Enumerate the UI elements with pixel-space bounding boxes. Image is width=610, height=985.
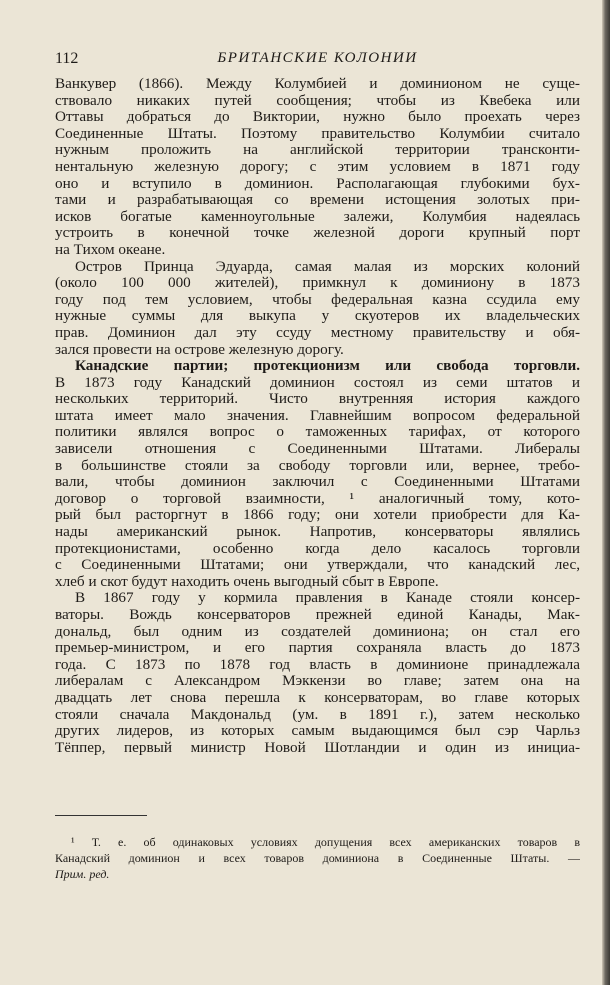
text-line: вали, чтобы доминион заключил с Соединенными Штатами [55,474,580,491]
text-line: договор о торговой взаимности, ¹ аналогичный тому, кото- [55,490,580,507]
text-line: на Тихом океане. [55,241,166,258]
text-line: В 1873 году Канадский доминион состоял из семи штатов и [55,374,580,391]
text-line: прав. Доминион дал эту ссуду местному правительству и обя- [55,324,580,341]
text-line: рый был расторгнут в 1866 году; они хотели приобрести для Ка- [55,507,580,524]
text-line: ствовало никаких путей сообщения; чтобы из Квебека или [55,92,580,109]
text-line: премьер-министром, и его партия сохраняла власть до 1873 [55,640,580,657]
text-line: политики являлся вопрос о таможенных тарифах, от которого [55,424,580,441]
text-line: Соединенные Штаты. Поэтому правительство Колумбии считало [55,125,580,142]
text-line: ваторы. Вождь консерваторов прежней единой Канады, Мак- [55,607,580,623]
text-line: стояли сначала Макдональд (ум. в 1891 г.), затем несколько [55,706,580,723]
text-line: с Соединенными Штатами; они утверждали, что канадский лес, [55,557,580,574]
running-head [55,50,580,70]
footnote-line: ¹ Т. е. об одинаковых условиях допущения всех американских товаров в [71,835,580,849]
text-line: Оттавы добраться до Виктории, нужно было проехать через [55,109,580,126]
running-title: БРИТАНСКИЕ КОЛОНИИ [217,50,418,66]
text-line: штата имеет мало значения. Главнейшим вопросом федеральной [55,407,580,424]
text-line: двадцать лет снова перешла к консерваторам, во главе которых [55,689,580,706]
text-line: нужным проложить на английской территории трансконти- [55,142,580,159]
footnote-rule [55,815,147,816]
text-line: дональд, был одним из создателей доминиона; он стал его [55,623,580,640]
footnote-line: Прим. ред. [55,867,110,881]
book-binding-edge [602,0,610,985]
text-line: в большинстве стояли за свободу торговли или, вернее, требо- [55,457,580,474]
text-line: нужные суммы для выкупа у скуотеров их владельческих [55,308,580,325]
text-line: (около 100 000 жителей), примкнул к доминиону в 1873 [55,275,580,292]
text-line: В 1867 году у кормила правления в Канаде стояли консер- [75,590,580,607]
section-heading: Канадские партии; протекционизм или свобода торговли. [75,358,580,375]
text-line: Тёппер, первый министр Новой Шотландии и один из инициа- [55,739,580,756]
text-line: нентальную железную дорогу; с этим условием в 1871 году [55,158,580,175]
text-line: нескольких территорий. Чисто внутренняя история каждого [55,391,580,408]
text-line: года. С 1873 по 1878 год власть в доминионе принадлежала [55,656,580,673]
text-line: протекционистами, особенно когда дело касалось торговли [55,540,580,557]
body-text [55,76,580,756]
text-line: других лидеров, из которых самым выдающимся был сэр Чарльз [55,723,580,740]
text-line: исков богатые каменноугольные залежи, Колумбия надеялась [55,208,580,225]
footnote [55,834,580,882]
text-line: Ванкувер (1866). Между Колумбией и доминионом не суще- [55,76,580,92]
text-line: оно и вступило в доминион. Располагающая глубокими бух- [55,175,580,192]
text-line: либералам с Александром Мэккензи во главе; затем она на [55,673,580,690]
text-line: году под тем условием, чтобы федеральная казна ссудила ему [55,291,580,308]
text-line: зависели отношения с Соединенными Штатами. Либералы [55,441,580,458]
text-line: тами и разрабатывающая со времени истощения золотых при- [55,192,580,209]
text-line: зался провести на острове железную дорогу. [55,341,344,358]
footnote-line: Канадский доминион и всех товаров доминиона в Соединенные Штаты. — [55,851,580,865]
page-number: 112 [55,50,79,67]
text-line: хлеб и скот будут находить очень выгодный сбыт в Европе. [55,573,439,590]
text-line: нады американский рынок. Напротив, консерваторы являлись [55,524,580,541]
text-line: устроить в конечной точке железной дороги крупный порт [55,225,580,242]
text-line: Остров Принца Эдуарда, самая малая из морских колоний [75,258,580,275]
